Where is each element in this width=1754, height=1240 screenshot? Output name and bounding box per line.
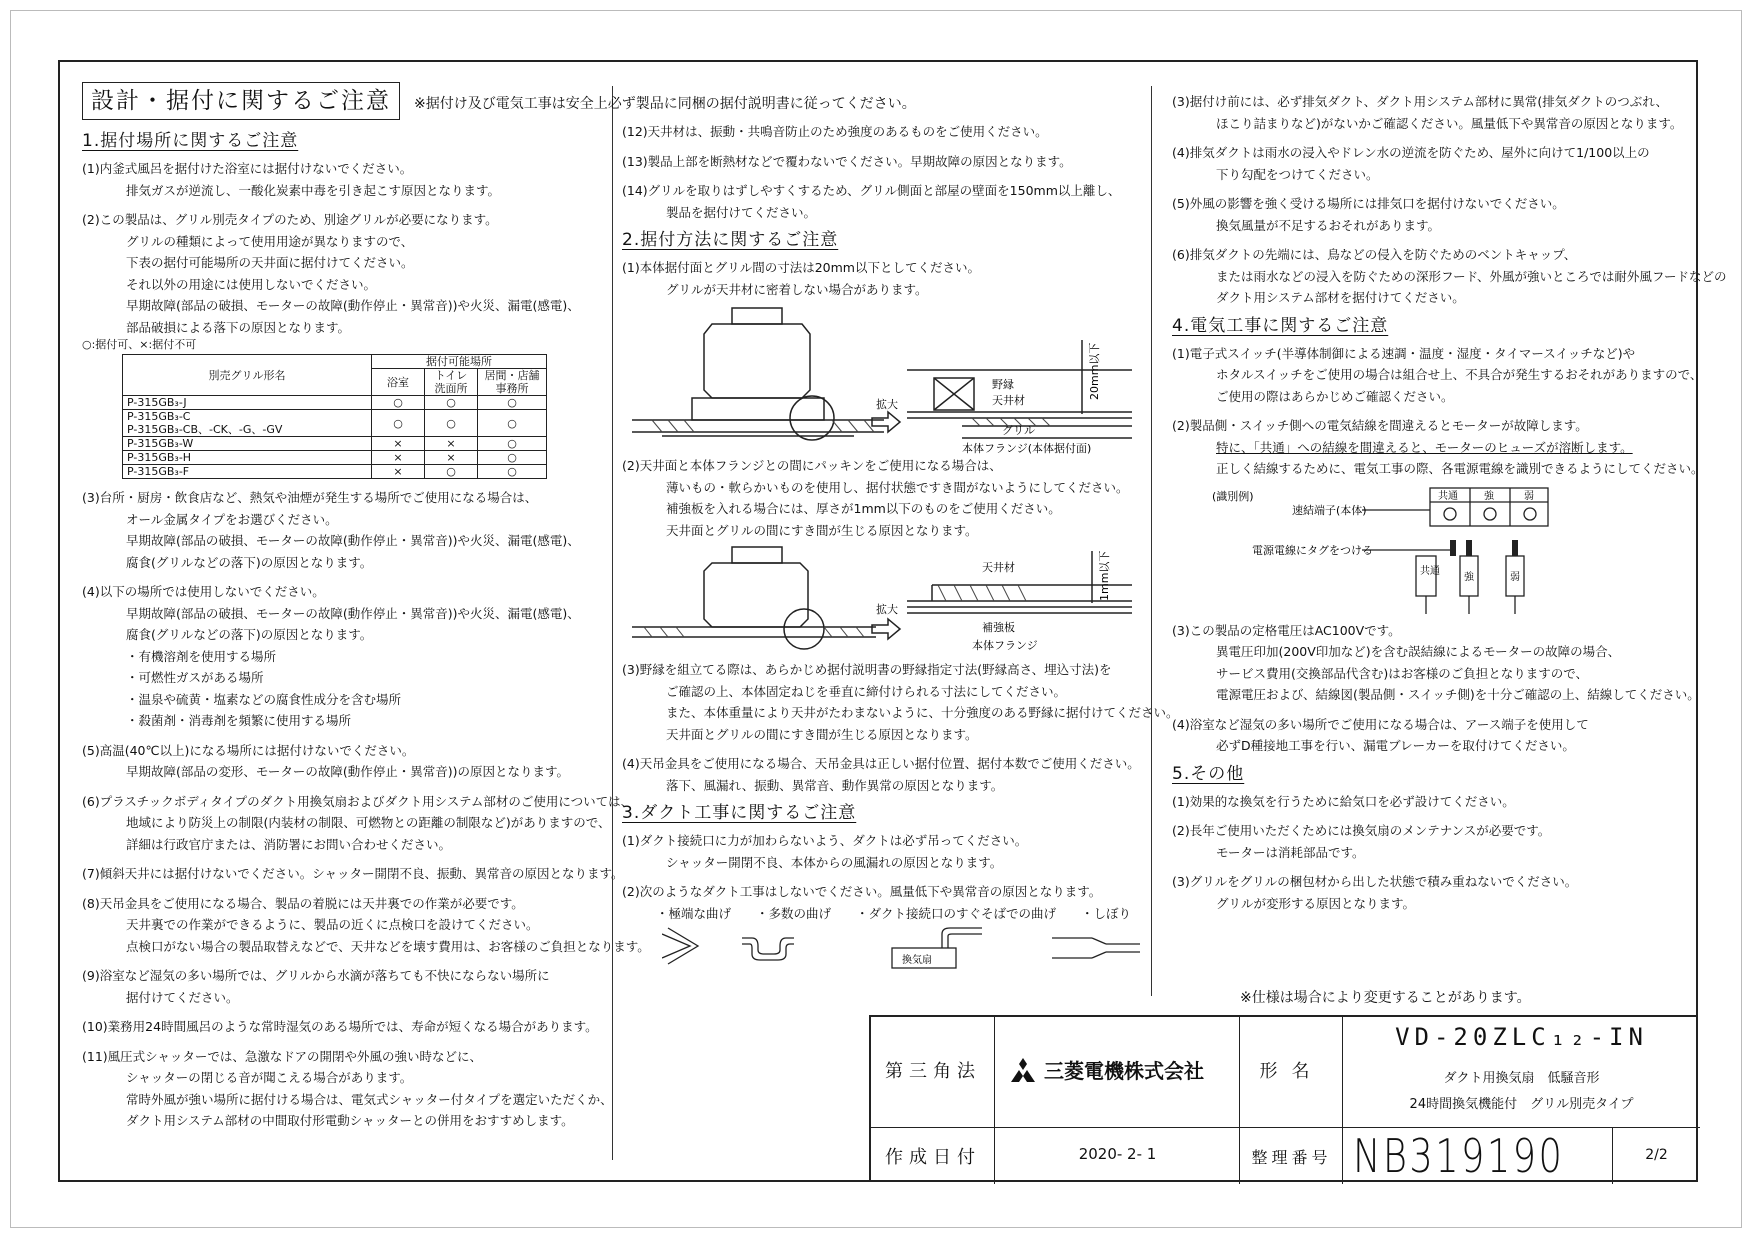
table-cell: ○ (425, 396, 478, 410)
item-1-6-detail: 地域により防災上の制限(内装材の制限、可燃物との距離の制限など)がありますので、 (126, 815, 611, 830)
ceiling-label: 天井材 (992, 394, 1025, 407)
item-1-3-detail: オール金属タイプをお選びください。 (126, 511, 338, 527)
item-1-9-detail: 据付けてください。 (126, 989, 239, 1005)
table-cell-name-2: P-315GB₃-CB、-CK、-G、-GV (127, 423, 283, 436)
table-cell: ○ (478, 410, 547, 437)
item-1-2-detail: 部品破損による落下の原因となります。 (126, 319, 351, 335)
item-2-3-detail: ご確認の上、本体固定ねじを垂直に締付けられる寸法にしてください。 (666, 683, 1067, 699)
model-label: 形名 (1259, 1061, 1324, 1082)
table-cell: × (372, 451, 425, 465)
table-cell-name: P-315GB₃-J (123, 396, 372, 410)
item-1-14: (14)グリルを取りはずしやすくするため、グリル側面と部屋の壁面を150mm以上離し、 (622, 183, 1121, 198)
item-2-2-detail: 天井面とグリルの間にすき間が生じる原因となります。 (666, 522, 978, 538)
ceiling-label: 天井材 (982, 561, 1015, 574)
item-1-11: (11)風圧式シャッターでは、急激なドアの開閉や外風の強い時などに、 (82, 1048, 483, 1064)
table-cell: ○ (478, 465, 547, 479)
item-4-2-detail: 正しく結線するために、電気工事の際、各電源電線を識別できるようにしてください。 (1216, 461, 1704, 476)
item-2-3-detail: 天井面とグリルの間にすき間が生じる原因となります。 (666, 726, 978, 742)
table-row (123, 465, 547, 479)
table-cell-name: P-315GB₃-W (123, 437, 372, 451)
item-1-1-detail: 排気ガスが逆流し、一酸化炭素中毒を引き起こす原因となります。 (126, 182, 501, 198)
creation-date: 2020- 2- 1 (1078, 1145, 1157, 1163)
table-cell-name: P-315GB₃-C (127, 410, 191, 423)
dimension-label: 1mm以下 (1098, 550, 1111, 601)
model-description-1: ダクト用換気扇 低騒音形 (1443, 1071, 1600, 1086)
item-2-2-detail: 補強板を入れる場合には、厚さが1mm以下のものをご使用ください。 (666, 501, 1061, 516)
table-row (123, 396, 547, 410)
table-row (123, 451, 547, 465)
item-1-14-detail: 製品を据付けてください。 (666, 204, 817, 220)
item-1-5-detail: 早期故障(部品の変形、モーターの故障(動作停止・異常音))の原因となります。 (126, 764, 570, 779)
zoom-label: 拡大 (876, 398, 898, 411)
spec-change-note: ※仕様は場合により変更することがあります。 (1240, 990, 1531, 1006)
company-name (1009, 1055, 1239, 1084)
item-5-1: (1)効果的な換気を行うために給気口を必ず設けてください。 (1172, 793, 1515, 809)
item-1-4-detail: 早期故障(部品の破損、モーターの故障(動作停止・異常音))や火災、漏電(感電)、 (126, 605, 580, 621)
item-4-2: (2)製品側・スイッチ側への電気結線を間違えるとモーターが故障します。 (1172, 418, 1588, 433)
column-2 (622, 121, 1179, 974)
beam-label: 野縁 (992, 378, 1014, 391)
table-cell: ○ (425, 465, 478, 479)
item-4-3-detail: 電源電圧および、結線図(製品側・スイッチ側)を十分ご確認の上、結線してください。 (1216, 687, 1700, 702)
item-1-4-bullet: ・可燃性ガスがある場所 (126, 670, 264, 685)
item-1-10: (10)業務用24時間風呂のような常時湿気のある場所では、寿命が短くなる場合があります。 (82, 1019, 598, 1034)
item-3-2: (2)次のようなダクト工事はしないでください。風量低下や異常音の原因となります。 (622, 884, 1102, 899)
document-number: NB319190 (1353, 1129, 1565, 1183)
page-title: 設計・据付に関するご注意 (82, 82, 400, 120)
item-3-4-detail: 下り勾配をつけてください。 (1216, 166, 1379, 182)
item-4-4-detail: 必ずD種接地工事を行い、漏電ブレーカーを取付けてください。 (1216, 738, 1575, 753)
item-4-1-detail: ご使用の際はあらかじめご確認ください。 (1216, 388, 1454, 404)
tag-label: 電源電線にタグをつける (1252, 543, 1373, 557)
table-cell-name: P-315GB₃-F (123, 465, 372, 479)
table-header-name: 別売グリル形名 (123, 355, 372, 396)
table-cell: ○ (425, 410, 478, 437)
wiring-example-label: (識別例) (1212, 489, 1254, 503)
item-4-4: (4)浴室など湿気の多い場所でご使用になる場合は、アース端子を使用して (1172, 716, 1589, 732)
safety-note: ※据付け及び電気工事は安全上必ず製品に同梱の据付説明書に従ってください。 (413, 96, 916, 112)
section-4-title: 4.電気工事に関するご注意 (1172, 315, 1389, 336)
item-1-3-detail: 腐食(グリルなどの落下)の原因となります。 (126, 554, 373, 570)
zoom-label: 拡大 (876, 603, 898, 616)
table-header-office: 事務所 (478, 382, 547, 396)
table-row (123, 437, 547, 451)
mitsubishi-logo-icon (1009, 1058, 1037, 1082)
item-4-1-detail: ホタルスイッチをご使用の場合は組合せ上、不具合が発生するおそれがありますので、 (1216, 367, 1703, 382)
grill-table (122, 354, 547, 479)
item-1-9: (9)浴室など湿気の多い場所では、グリルから水滴が落ちても不快にならない場所に (82, 968, 550, 983)
item-1-8-detail: 点検口がない場合の製品取替えなどで、天井などを壊す費用は、お客様のご負担となります。 (126, 938, 650, 954)
flange-label: 本体フランジ (972, 639, 1038, 652)
item-1-5: (5)高温(40℃以上)になる場所には据付けないでください。 (82, 742, 415, 758)
item-2-1: (1)本体据付面とグリル間の寸法は20mm以下としてください。 (622, 260, 980, 275)
item-1-6-detail: 詳細は行政官庁または、消防署にお問い合わせください。 (126, 836, 452, 852)
item-1-7: (7)傾斜天井には据付けないでください。シャッター開閉不良、振動、異常音の原因となります。 (82, 866, 624, 881)
item-1-4-bullet: ・温泉や硫黄・塩素などの腐食性成分を含む場所 (126, 691, 402, 707)
install-diagram-2 (632, 541, 1152, 659)
terminal-weak: 弱 (1524, 490, 1534, 502)
item-1-11-detail: 常時外風が強い場所に据付ける場合は、電気式シャッター付タイプを選定いただくか、 (126, 1091, 613, 1107)
column-divider-1 (612, 86, 613, 1160)
item-1-6: (6)プラスチックボディタイプのダクト用換気扇およびダクト用システム部材のご使用については、 (82, 793, 634, 809)
model-description-2: 24時間換気機能付 グリル別売タイプ (1409, 1097, 1634, 1112)
item-1-1: (1)内釜式風呂を据付けた浴室には据付けないでください。 (82, 161, 413, 176)
item-1-11-detail: シャッターの閉じる音が聞こえる場合があります。 (126, 1070, 413, 1085)
item-4-3-detail: 異電圧印加(200V印加など)を含む誤結線によるモーターの故障の場合、 (1216, 644, 1621, 659)
terminal-common: 共通 (1438, 490, 1458, 502)
table-cell: ○ (478, 437, 547, 451)
item-1-2-detail: それ以外の用途には使用しないでください。 (126, 276, 377, 292)
terminal-strong: 強 (1484, 490, 1494, 502)
item-3-5-detail: 換気風量が不足するおそれがあります。 (1216, 217, 1441, 233)
item-1-8: (8)天吊金具をご使用になる場合、製品の着脱には天井裏での作業が必要です。 (82, 895, 524, 911)
number-label: 整理番号 (1251, 1148, 1332, 1167)
item-1-8-detail: 天井裏での作業ができるように、製品の近くに点検口を設けてください。 (126, 917, 539, 932)
table-header-living: 居間・店舗 (478, 369, 547, 383)
item-5-3: (3)グリルをグリルの梱包材から出した状態で積み重ねないでください。 (1172, 874, 1578, 889)
item-3-3-detail: ほこり詰まりなど)がないかご確認ください。風量低下や異常音の原因となります。 (1216, 115, 1683, 131)
wiring-diagram (1172, 480, 1672, 620)
section-5-title: 5.その他 (1172, 763, 1245, 784)
item-3-3: (3)据付け前には、必ず排気ダクト、ダクト用システム部材に異常(排気ダクトのつぶれ、 (1172, 94, 1668, 109)
item-1-3-detail: 早期故障(部品の破損、モーターの故障(動作停止・異常音))や火災、漏電(感電)、 (126, 533, 580, 548)
plate-label: 補強板 (982, 621, 1015, 634)
item-2-2: (2)天井面と本体フランジとの間にパッキンをご使用になる場合は、 (622, 458, 1002, 473)
table-cell-name: P-315GB₃-H (123, 451, 372, 465)
item-2-2-detail: 薄いもの・軟らかいものを使用し、据付状態ですき間がないようにしてください。 (666, 479, 1129, 495)
item-3-5: (5)外風の影響を強く受ける場所には排気口を据付けないでください。 (1172, 196, 1565, 211)
table-legend: ○:据付可、×:据付不可 (82, 338, 197, 351)
table-cell: ○ (478, 396, 547, 410)
table-cell: ○ (372, 396, 425, 410)
item-3-6-detail: または雨水などの浸入を防ぐための深形フード、外風が強いところでは耐外風フードなどの (1216, 268, 1727, 284)
fan-label: 換気扇 (902, 955, 932, 966)
item-3-2-bullets: ・極端な曲げ ・多数の曲げ ・ダクト接続口のすぐそばでの曲げ ・しぼり (656, 905, 1132, 921)
date-label: 作成日付 (885, 1147, 981, 1168)
item-1-2-detail: グリルの種類によって使用用途が異なりますので、 (126, 233, 414, 249)
company-label: 三菱電機株式会社 (1043, 1059, 1204, 1083)
item-5-2-detail: モーターは消耗部品です。 (1216, 844, 1365, 860)
tag-strong: 強 (1464, 571, 1474, 583)
item-3-6: (6)排気ダクトの先端には、鳥などの侵入を防ぐためのベントキャップ、 (1172, 247, 1577, 262)
item-3-1-detail: シャッター開閉不良、本体からの風漏れの原因となります。 (666, 854, 1003, 870)
section-3-title: 3.ダクト工事に関するご注意 (622, 803, 857, 823)
item-1-11-detail: ダクト用システム部材の中間取付形電動シャッターとの併用をおすすめします。 (126, 1113, 574, 1128)
table-cell: × (425, 451, 478, 465)
table-header-washroom: 洗面所 (425, 382, 478, 396)
terminal-label: 速結端子(本体) (1292, 503, 1367, 517)
title-block (869, 1015, 1698, 1182)
table-header-group: 据付可能場所 (372, 355, 547, 369)
page-number: 2/2 (1645, 1147, 1668, 1163)
item-1-4-bullet: ・殺菌剤・消毒剤を頻繁に使用する場所 (126, 713, 352, 728)
section-1-title: 1.据付場所に関するご注意 (82, 131, 299, 151)
table-cell: × (425, 437, 478, 451)
item-1-13: (13)製品上部を断熱材などで覆わないでください。早期故障の原因となります。 (622, 153, 1072, 169)
item-3-4: (4)排気ダクトは雨水の浸入やドレン水の逆流を防ぐため、屋外に向けて1/100以上の (1172, 145, 1650, 160)
tag-common: 共通 (1420, 565, 1440, 577)
item-1-2-detail: 下表の据付可能場所の天井面に据付けてください。 (126, 255, 414, 270)
item-1-2: (2)この製品は、グリル別売タイプのため、別途グリルが必要になります。 (82, 212, 498, 227)
item-1-12: (12)天井材は、振動・共鳴音防止のため強度のあるものをご使用ください。 (622, 124, 1048, 139)
item-4-3-detail: サービス費用(交換部品代含む)はお客様のご負担となりますので、 (1216, 665, 1589, 681)
table-cell: × (372, 465, 425, 479)
item-1-4-detail: 腐食(グリルなどの落下)の原因となります。 (126, 627, 373, 642)
table-cell: × (372, 437, 425, 451)
column-3 (1172, 91, 1727, 914)
tag-weak: 弱 (1510, 571, 1520, 583)
section-2-title: 2.据付方法に関するご注意 (622, 230, 839, 250)
item-3-1: (1)ダクト接続口に力が加わらないよう、ダクトは必ず吊ってください。 (622, 833, 1028, 848)
table-header-bath: 浴室 (372, 369, 425, 396)
item-1-4: (4)以下の場所では使用しないでください。 (82, 584, 325, 599)
item-2-1-detail: グリルが天井材に密着しない場合があります。 (666, 281, 928, 297)
item-1-4-bullet: ・有機溶剤を使用する場所 (126, 648, 277, 664)
item-5-2: (2)長年ご使用いただくためには換気扇のメンテナンスが必要です。 (1172, 823, 1551, 838)
model-number: VD-20ZLC₁₂-IN (1395, 1023, 1648, 1051)
projection-method: 第三角法 (885, 1061, 981, 1082)
item-1-2-detail: 早期故障(部品の破損、モーターの故障(動作停止・異常音))や火災、漏電(感電)、 (126, 298, 580, 313)
item-4-2-warning: 特に、「共通」への結線を間違えると、モーターのヒューズが溶断します。 (1216, 439, 1633, 455)
table-header-toilet: トイレ (425, 369, 478, 383)
item-2-3: (3)野縁を組立てる際は、あらかじめ据付説明書の野縁指定寸法(野縁高さ、埋込寸法)を (622, 662, 1112, 677)
duct-diagrams (662, 924, 1182, 974)
table-cell: ○ (478, 451, 547, 465)
table-row (123, 410, 547, 437)
grill-label: グリル (1002, 424, 1035, 437)
flange-label: 本体フランジ(本体据付面) (962, 442, 1092, 455)
item-4-1: (1)電子式スイッチ(半導体制御による速調・温度・湿度・タイマースイッチなど)や (1172, 345, 1636, 361)
item-3-6-detail: ダクト用システム部材を据付けてください。 (1216, 290, 1465, 305)
item-2-3-detail: また、本体重量により天井がたわまないように、十分強度のある野縁に据付けてください。 (666, 705, 1179, 720)
item-2-4-detail: 落下、風漏れ、振動、異常音、動作異常の原因となります。 (666, 777, 1004, 793)
item-1-3: (3)台所・厨房・飲食店など、熱気や油煙が発生する場所でご使用になる場合は、 (82, 490, 538, 505)
item-2-4: (4)天吊金具をご使用になる場合、天吊金具は正しい据付位置、据付本数でご使用ください。 (622, 756, 1140, 771)
item-4-3: (3)この製品の定格電圧はAC100Vです。 (1172, 622, 1401, 638)
table-cell: ○ (372, 410, 425, 437)
install-diagram-1 (632, 300, 1152, 455)
dimension-label: 20mm以下 (1088, 342, 1101, 400)
item-5-3-detail: グリルが変形する原因となります。 (1216, 895, 1416, 911)
